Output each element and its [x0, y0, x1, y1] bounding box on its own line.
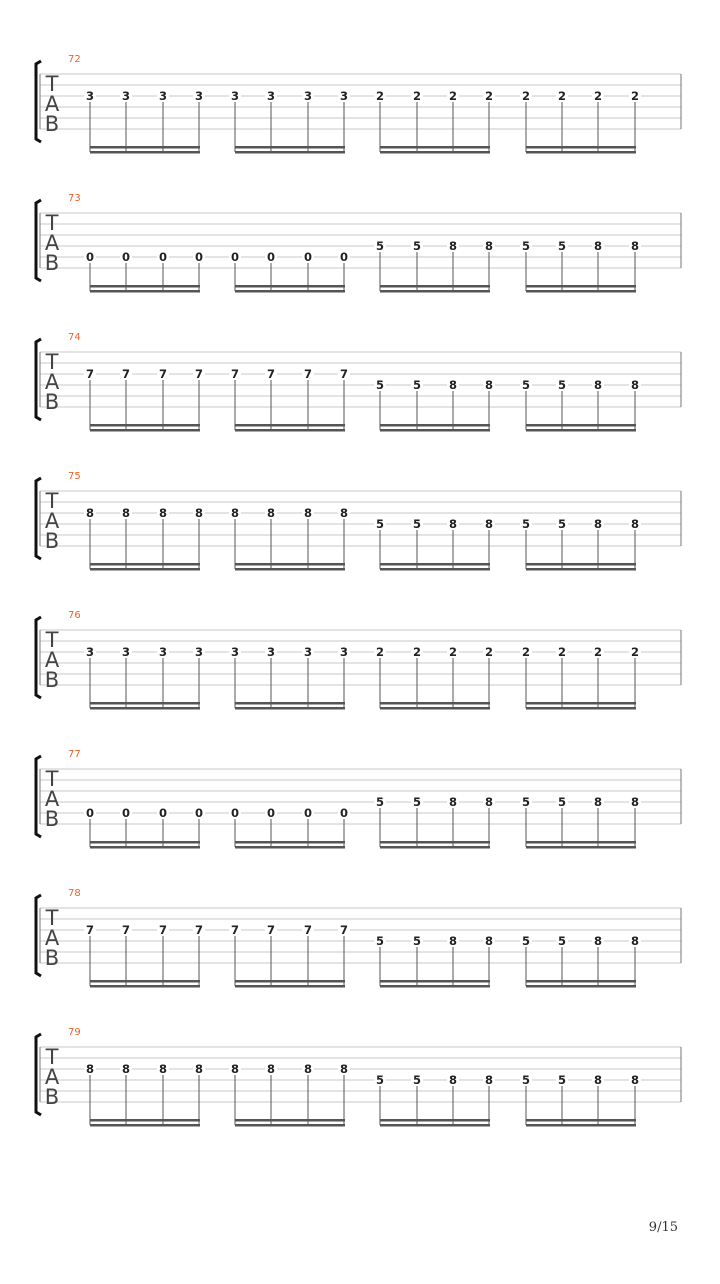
- fret-number: 3: [121, 645, 131, 659]
- fret-number: 8: [266, 1062, 276, 1076]
- fret-number: 7: [266, 923, 276, 937]
- beam-primary: [235, 563, 345, 566]
- fret-number: 0: [230, 806, 240, 820]
- beam-secondary: [235, 290, 345, 293]
- beam-primary: [380, 285, 490, 288]
- fret-number: 8: [484, 1073, 494, 1087]
- fret-number: 8: [630, 795, 640, 809]
- fret-number: 7: [158, 923, 168, 937]
- fret-number: 8: [339, 506, 349, 520]
- beam-secondary: [526, 151, 636, 154]
- fret-number: 3: [303, 645, 313, 659]
- fret-number: 5: [521, 934, 531, 948]
- beam-primary: [526, 980, 636, 983]
- fret-number: 0: [303, 250, 313, 264]
- fret-number: 8: [194, 506, 204, 520]
- beam-primary: [380, 980, 490, 983]
- beam-secondary: [526, 429, 636, 432]
- fret-number: 0: [303, 806, 313, 820]
- tab-clef-letter: T: [45, 767, 59, 791]
- beam-primary: [235, 702, 345, 705]
- fret-number: 3: [339, 645, 349, 659]
- fret-number: 7: [158, 367, 168, 381]
- fret-number: 5: [557, 934, 567, 948]
- tab-clef-letter: A: [44, 787, 60, 811]
- beam-primary: [235, 980, 345, 983]
- fret-number: 8: [484, 517, 494, 531]
- beam-primary: [235, 841, 345, 844]
- beam-primary: [380, 146, 490, 149]
- tab-clef-letter: T: [45, 72, 59, 96]
- beam-primary: [90, 424, 200, 427]
- tab-clef-letter: T: [45, 628, 59, 652]
- tab-system: [36, 54, 681, 154]
- fret-number: 0: [121, 250, 131, 264]
- fret-number: 3: [194, 645, 204, 659]
- fret-number: 8: [484, 239, 494, 253]
- fret-number: 3: [85, 645, 95, 659]
- beam-primary: [90, 702, 200, 705]
- tab-clef-letter: A: [44, 231, 60, 255]
- fret-number: 8: [339, 1062, 349, 1076]
- fret-number: 8: [448, 517, 458, 531]
- beam-primary: [90, 563, 200, 566]
- beam-primary: [235, 424, 345, 427]
- beam-secondary: [235, 846, 345, 849]
- fret-number: 8: [158, 1062, 168, 1076]
- beam-secondary: [526, 985, 636, 988]
- beam-primary: [380, 702, 490, 705]
- fret-number: 5: [557, 239, 567, 253]
- fret-number: 5: [557, 1073, 567, 1087]
- beam-secondary: [90, 290, 200, 293]
- beam-primary: [90, 146, 200, 149]
- fret-number: 8: [448, 1073, 458, 1087]
- beam-secondary: [526, 1124, 636, 1127]
- fret-number: 8: [630, 934, 640, 948]
- measure-number: 74: [68, 332, 81, 343]
- fret-number: 3: [158, 89, 168, 103]
- fret-number: 5: [521, 1073, 531, 1087]
- fret-number: 8: [230, 506, 240, 520]
- fret-number: 2: [630, 645, 640, 659]
- fret-number: 5: [375, 378, 385, 392]
- fret-number: 3: [266, 645, 276, 659]
- beam-primary: [526, 563, 636, 566]
- tab-clef-letter: A: [44, 509, 60, 533]
- fret-number: 2: [448, 89, 458, 103]
- fret-number: 7: [121, 923, 131, 937]
- fret-number: 0: [194, 250, 204, 264]
- fret-number: 7: [303, 367, 313, 381]
- fret-number: 5: [412, 1073, 422, 1087]
- fret-number: 2: [448, 645, 458, 659]
- tab-system: [36, 888, 681, 988]
- fret-number: 5: [521, 795, 531, 809]
- tab-clef-letter: B: [44, 946, 60, 970]
- fret-number: 8: [303, 506, 313, 520]
- fret-number: 0: [85, 250, 95, 264]
- fret-number: 7: [85, 367, 95, 381]
- fret-number: 8: [85, 1062, 95, 1076]
- fret-number: 2: [521, 645, 531, 659]
- fret-number: 5: [375, 795, 385, 809]
- tab-clef-letter: B: [44, 529, 60, 553]
- fret-number: 8: [448, 795, 458, 809]
- fret-number: 2: [412, 89, 422, 103]
- fret-number: 8: [630, 239, 640, 253]
- beam-primary: [90, 1119, 200, 1122]
- tab-system: [36, 471, 681, 571]
- beam-primary: [526, 702, 636, 705]
- beam-primary: [90, 841, 200, 844]
- fret-number: 3: [85, 89, 95, 103]
- beam-secondary: [380, 290, 490, 293]
- beam-secondary: [90, 707, 200, 710]
- fret-number: 8: [230, 1062, 240, 1076]
- beam-secondary: [235, 1124, 345, 1127]
- fret-number: 3: [121, 89, 131, 103]
- fret-number: 8: [593, 517, 603, 531]
- fret-number: 3: [194, 89, 204, 103]
- tab-system: [36, 332, 681, 432]
- fret-number: 8: [266, 506, 276, 520]
- beam-secondary: [235, 707, 345, 710]
- fret-number: 8: [484, 378, 494, 392]
- tab-clef-letter: A: [44, 92, 60, 116]
- fret-number: 8: [448, 239, 458, 253]
- beam-primary: [380, 563, 490, 566]
- beam-secondary: [526, 568, 636, 571]
- fret-number: 3: [339, 89, 349, 103]
- beam-primary: [526, 841, 636, 844]
- beam-secondary: [235, 568, 345, 571]
- fret-number: 2: [557, 645, 567, 659]
- tab-clef-letter: B: [44, 251, 60, 275]
- fret-number: 5: [375, 1073, 385, 1087]
- beam-primary: [526, 424, 636, 427]
- beam-secondary: [526, 707, 636, 710]
- fret-number: 8: [448, 378, 458, 392]
- fret-number: 8: [593, 934, 603, 948]
- fret-number: 7: [194, 923, 204, 937]
- fret-number: 8: [194, 1062, 204, 1076]
- tab-clef-letter: B: [44, 390, 60, 414]
- tab-clef-letter: T: [45, 350, 59, 374]
- measure-number: 76: [68, 610, 81, 621]
- beam-secondary: [380, 568, 490, 571]
- fret-number: 5: [557, 378, 567, 392]
- fret-number: 7: [85, 923, 95, 937]
- beam-primary: [90, 285, 200, 288]
- fret-number: 0: [230, 250, 240, 264]
- fret-number: 8: [303, 1062, 313, 1076]
- fret-number: 2: [593, 645, 603, 659]
- beam-secondary: [526, 290, 636, 293]
- fret-number: 5: [557, 795, 567, 809]
- beam-secondary: [90, 1124, 200, 1127]
- tab-clef-letter: B: [44, 668, 60, 692]
- beam-secondary: [380, 1124, 490, 1127]
- fret-number: 7: [230, 367, 240, 381]
- fret-number: 5: [412, 239, 422, 253]
- fret-number: 8: [630, 1073, 640, 1087]
- beam-primary: [90, 980, 200, 983]
- fret-number: 2: [484, 645, 494, 659]
- fret-number: 0: [194, 806, 204, 820]
- fret-number: 8: [484, 934, 494, 948]
- tab-clef-letter: A: [44, 1065, 60, 1089]
- fret-number: 8: [484, 795, 494, 809]
- tab-system: [36, 1027, 681, 1127]
- measure-number: 75: [68, 471, 81, 482]
- fret-number: 7: [194, 367, 204, 381]
- fret-number: 3: [230, 645, 240, 659]
- fret-number: 2: [630, 89, 640, 103]
- fret-number: 0: [266, 806, 276, 820]
- fret-number: 5: [412, 934, 422, 948]
- beam-secondary: [526, 846, 636, 849]
- tab-clef-letter: T: [45, 211, 59, 235]
- measure-number: 79: [68, 1027, 81, 1038]
- tab-clef-letter: B: [44, 1085, 60, 1109]
- fret-number: 3: [158, 645, 168, 659]
- beam-primary: [235, 146, 345, 149]
- fret-number: 5: [412, 517, 422, 531]
- beam-primary: [380, 841, 490, 844]
- beam-secondary: [235, 151, 345, 154]
- fret-number: 0: [339, 806, 349, 820]
- fret-number: 0: [266, 250, 276, 264]
- fret-number: 8: [121, 1062, 131, 1076]
- fret-number: 8: [593, 378, 603, 392]
- fret-number: 3: [266, 89, 276, 103]
- fret-number: 3: [230, 89, 240, 103]
- beam-secondary: [90, 568, 200, 571]
- fret-number: 2: [375, 645, 385, 659]
- fret-number: 7: [121, 367, 131, 381]
- measure-number: 77: [68, 749, 81, 760]
- page-number: 9/15: [648, 1220, 678, 1235]
- fret-number: 8: [85, 506, 95, 520]
- tab-clef-letter: B: [44, 112, 60, 136]
- fret-number: 7: [303, 923, 313, 937]
- measure-number: 73: [68, 193, 81, 204]
- fret-number: 5: [557, 517, 567, 531]
- measure-number: 72: [68, 54, 81, 65]
- fret-number: 8: [630, 378, 640, 392]
- fret-number: 8: [630, 517, 640, 531]
- beam-secondary: [235, 429, 345, 432]
- measure-number: 78: [68, 888, 81, 899]
- fret-number: 7: [230, 923, 240, 937]
- fret-number: 7: [266, 367, 276, 381]
- fret-number: 5: [521, 378, 531, 392]
- fret-number: 5: [521, 239, 531, 253]
- beam-primary: [526, 1119, 636, 1122]
- tab-clef-letter: T: [45, 1045, 59, 1069]
- beam-primary: [526, 146, 636, 149]
- fret-number: 5: [375, 239, 385, 253]
- beam-primary: [235, 1119, 345, 1122]
- fret-number: 8: [448, 934, 458, 948]
- tab-system: [36, 610, 681, 710]
- fret-number: 5: [521, 517, 531, 531]
- beam-primary: [380, 1119, 490, 1122]
- fret-number: 0: [85, 806, 95, 820]
- fret-number: 0: [158, 806, 168, 820]
- beam-primary: [380, 424, 490, 427]
- tab-clef-letter: A: [44, 926, 60, 950]
- fret-number: 8: [158, 506, 168, 520]
- fret-number: 0: [158, 250, 168, 264]
- tab-clef-letter: T: [45, 489, 59, 513]
- fret-number: 5: [375, 934, 385, 948]
- fret-number: 2: [375, 89, 385, 103]
- tab-clef-letter: A: [44, 370, 60, 394]
- beam-secondary: [90, 985, 200, 988]
- beam-secondary: [380, 429, 490, 432]
- fret-number: 8: [121, 506, 131, 520]
- fret-number: 2: [412, 645, 422, 659]
- fret-number: 2: [484, 89, 494, 103]
- fret-number: 0: [121, 806, 131, 820]
- beam-secondary: [380, 707, 490, 710]
- fret-number: 2: [593, 89, 603, 103]
- beam-secondary: [380, 151, 490, 154]
- beam-secondary: [90, 151, 200, 154]
- tab-system: [36, 749, 681, 849]
- beam-secondary: [90, 846, 200, 849]
- fret-number: 2: [557, 89, 567, 103]
- fret-number: 3: [303, 89, 313, 103]
- beam-secondary: [235, 985, 345, 988]
- beam-primary: [526, 285, 636, 288]
- fret-number: 5: [412, 795, 422, 809]
- fret-number: 8: [593, 1073, 603, 1087]
- tab-system: [36, 193, 681, 293]
- fret-number: 0: [339, 250, 349, 264]
- fret-number: 7: [339, 367, 349, 381]
- tab-clef-letter: B: [44, 807, 60, 831]
- fret-number: 8: [593, 239, 603, 253]
- fret-number: 5: [412, 378, 422, 392]
- tab-clef-letter: T: [45, 906, 59, 930]
- beam-secondary: [380, 985, 490, 988]
- fret-number: 5: [375, 517, 385, 531]
- fret-number: 8: [593, 795, 603, 809]
- beam-secondary: [380, 846, 490, 849]
- fret-number: 7: [339, 923, 349, 937]
- beam-primary: [235, 285, 345, 288]
- beam-secondary: [90, 429, 200, 432]
- tab-clef-letter: A: [44, 648, 60, 672]
- fret-number: 2: [521, 89, 531, 103]
